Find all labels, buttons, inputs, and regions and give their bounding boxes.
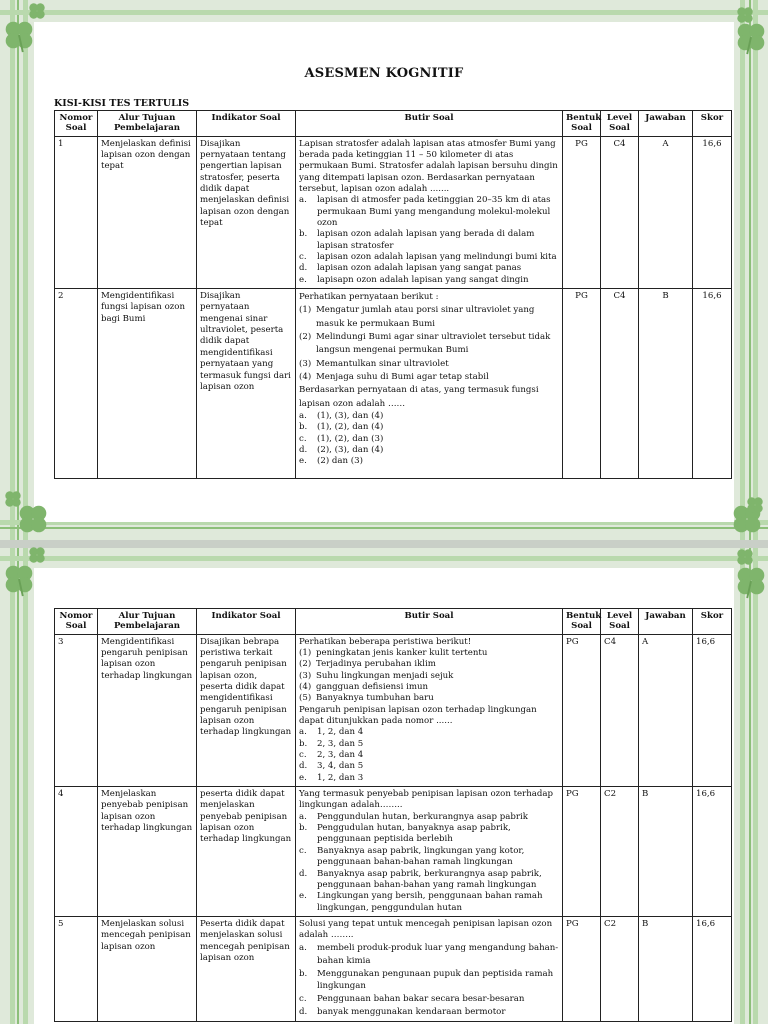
statement-text: peningkatan jenis kanker kulit tertentu [316,647,488,658]
statement-item [299,358,559,371]
option-letter: c. [299,994,307,1005]
cell-jawaban: B [639,289,693,479]
cell-butir [296,289,563,479]
header-butir: Butir Soal [296,111,563,137]
question-stem: Berdasarkan pernyataan di atas, yang termasuk fungsi lapisan ozon adalah …… [299,385,539,409]
header-jawaban: Jawaban [639,111,693,137]
option-text: (2), (3), dan (4) [317,444,384,455]
cell-nomor: 4 [55,787,98,917]
option-letter: e. [299,274,307,285]
question-intro: Perhatikan beberapa peristiwa berikut! [299,636,472,647]
option-item [299,727,559,738]
statement-number: (2) [299,659,312,670]
clover-icon [732,18,768,56]
table-row [55,634,732,786]
option-text: (1), (3), dan (4) [317,410,384,421]
option-list [299,727,559,784]
cell-nomor: 3 [55,634,98,786]
option-text: (2) dan (3) [317,456,363,467]
clover-icon [744,494,766,516]
question-intro: Perhatikan pernyataan berikut : [299,292,439,303]
cell-indikator: Disajikan pernyataan tentang pengertian lapisan stratosfer, peserta didik dapat menjelaskan definisi lapisan ozon dengan tepat [197,136,296,288]
option-item [299,263,559,274]
option-list [299,195,559,286]
option-letter: c. [299,433,307,444]
cell-nomor: 2 [55,289,98,479]
statement-item [299,659,559,670]
cell-indikator: Disajikan bebrapa peristiwa terkait pengaruh penipisan lapisan ozon, peserta didik dapat mengidentifikasi pengaruh penipisan lapisan ozon terhadap lingkungan [197,634,296,786]
clover-icon [0,16,38,54]
clover-icon [14,500,52,538]
option-text: Menggunakan pengunaan pupuk dan peptisida ramah lingkungan [317,968,554,992]
statement-item [299,671,559,682]
cell-level: C2 [601,917,639,1022]
header-indikator: Indikator Soal [197,609,296,635]
cell-indikator: Peserta didik dapat menjelaskan solusi mencegah penipisan lapisan ozon [197,917,296,1022]
statement-number: (1) [299,305,312,316]
statement-number: (3) [299,358,312,369]
header-skor: Skor [693,111,732,137]
cell-nomor: 1 [55,136,98,288]
statement-item [299,693,559,704]
cell-jawaban: B [639,787,693,917]
option-letter: b. [299,422,308,433]
cell-butir [296,634,563,786]
option-letter: d. [299,761,308,772]
option-text: Banyaknya asap pabrik, lingkungan yang kotor, penggunaan bahan-bahan ramah lingkungan [317,845,525,868]
option-letter: c. [299,750,307,761]
statement-text: gangguan defisiensi imun [316,682,429,692]
statement-number: (5) [299,693,312,704]
cell-bentuk: PG [563,136,601,288]
question-stem: Pengaruh penipisan lapisan ozon terhadap lingkungan dapat ditunjukkan pada nomor ...... [299,704,537,727]
header-butir: Butir Soal [296,609,563,635]
cell-bentuk: PG [563,787,601,917]
option-text: 1, 2, dan 4 [317,727,364,738]
table-row [55,787,732,917]
option-item [299,411,559,422]
option-text: lapisan di atmosfer pada ketinggian 20–35 km di atas permukaan Bumi yang mengandung molekul-molekul ozon [317,195,551,229]
question-stem: Solusi yang tepat untuk mencegah penipisan lapisan ozon adalah …….. [299,919,553,941]
cell-alur: Menjelaskan solusi mencegah penipisan lapisan ozon [98,917,197,1022]
option-letter: e. [299,456,307,467]
cell-jawaban: B [639,917,693,1022]
option-item [299,993,559,1006]
option-text: lapisan ozon adalah lapisan yang melindungi bumi kita [317,252,557,263]
option-text: lapisan ozon adalah lapisan yang berada di dalam lapisan stratosfer [317,229,535,251]
option-text: 2, 3, dan 5 [317,738,364,749]
statement-item [299,648,559,659]
cell-skor: 16,6 [693,136,732,288]
cell-nomor: 5 [55,917,98,1022]
option-item [299,229,559,252]
option-item [299,252,559,263]
question-stem: Lapisan stratosfer adalah lapisan atas atmosfer Bumi yang berada pada ketinggian 11 – 50 kilometer di atas permukaan Bumi. Stratosfer adalah lapisan bersuhu dingin yang ditempati lapisan ozon. Berdasarkan pernyataan tersebut, lapisan ozon adalah ....... [299,138,558,194]
statement-item [299,682,559,693]
statement-item [299,331,559,358]
option-text: lapisapn ozon adalah lapisan yang sangat dingin [317,274,529,285]
cell-alur: Menjelaskan penyebab penipisan lapisan ozon terhadap lingkungan [98,787,197,917]
statement-list [299,304,559,384]
option-item [299,869,559,892]
option-list [299,812,559,914]
cell-indikator: peserta didik dapat menjelaskan penyebab penipisan lapisan ozon terhadap lingkungan [197,787,296,917]
header-alur: Alur Tujuan Pembelajaran [98,609,197,635]
option-text: lapisan ozon adalah lapisan yang sangat panas [317,263,522,274]
statement-text: Mengatur jumlah atau porsi sinar ultraviolet yang masuk ke permukaan Bumi [316,305,535,329]
header-jawaban: Jawaban [639,609,693,635]
statement-text: Menjaga suhu di Bumi agar tetap stabil [316,371,489,382]
option-item [299,761,559,772]
statement-text: Terjadinya perubahan iklim [316,659,436,670]
option-letter: e. [299,891,307,902]
option-letter: a. [299,727,307,738]
option-letter: d. [299,868,308,879]
option-letter: b. [299,229,308,240]
option-item [299,195,559,229]
option-letter: b. [299,823,308,834]
statement-item [299,371,559,384]
option-text: Penggunaan bahan bakar secara besar-besaran [317,994,525,1005]
option-item [299,773,559,784]
table-row [55,917,732,1022]
option-item [299,750,559,761]
header-bentuk: Bentuk Soal [563,111,601,137]
cell-alur: Mengidentifikasi fungsi lapisan ozon bagi Bumi [98,289,197,479]
cell-alur: Mengidentifikasi pengaruh penipisan lapisan ozon terhadap lingkungan [98,634,197,786]
cell-level: C4 [601,634,639,786]
page-title: ASESMEN KOGNITIF [304,66,464,81]
option-text: 2, 3, dan 4 [317,750,364,761]
option-item [299,422,559,433]
option-item [299,445,559,456]
table-row [55,136,732,288]
statement-number: (3) [299,670,312,681]
clover-icon [0,560,38,598]
kisi-table-2 [54,608,732,1022]
cell-alur: Menjelaskan definisi lapisan ozon dengan tepat [98,136,197,288]
section-subtitle: KISI-KISI TES TERTULIS [54,98,190,109]
option-item [299,942,559,968]
cell-butir [296,136,563,288]
option-text: 3, 4, dan 5 [317,761,364,772]
cell-skor: 16,6 [693,634,732,786]
option-text: membeli produk-produk luar yang mengandung bahan-bahan kimia [317,942,559,966]
option-item [299,891,559,914]
option-letter: c. [299,252,307,263]
cell-bentuk: PG [563,634,601,786]
option-letter: a. [299,942,307,953]
option-letter: b. [299,738,308,749]
header-alur: Alur Tujuan Pembelajaran [98,111,197,137]
header-skor: Skor [693,609,732,635]
option-text: banyak menggunakan kendaraan bermotor [317,1007,506,1018]
statement-number: (4) [299,682,312,692]
statement-number: (2) [299,332,312,343]
clover-icon [732,562,768,600]
option-text: 1, 2, dan 3 [317,772,364,783]
table-header-row [55,609,732,635]
option-item [299,456,559,467]
option-text: (1), (2), dan (4) [317,422,384,433]
cell-butir [296,787,563,917]
header-nomor: Nomor Soal [55,111,98,137]
statement-text: Memantulkan sinar ultraviolet [316,358,449,369]
page-2 [0,548,768,1024]
statement-list [299,648,559,705]
cell-skor: 16,6 [693,917,732,1022]
option-letter: a. [299,410,307,421]
option-item [299,1006,559,1019]
header-level: Level Soal [601,111,639,137]
option-text: (1), (2), dan (3) [317,433,384,444]
option-item [299,812,559,823]
statement-number: (1) [299,647,312,658]
option-text: Penggudulan hutan, banyaknya asap pabrik, penggunaan peptisida berlebih [317,823,511,845]
option-list [299,942,559,1019]
statement-text: Melindungi Bumi agar sinar ultraviolet tersebut tidak langsun mengenai permukan Bumi [316,332,551,356]
option-item [299,275,559,286]
option-list [299,411,559,468]
cell-level: C2 [601,787,639,917]
statement-number: (4) [299,371,312,382]
option-item [299,434,559,445]
header-nomor: Nomor Soal [55,609,98,635]
option-item [299,739,559,750]
option-item [299,968,559,994]
question-stem: Yang termasuk penyebab penipisan lapisan ozon terhadap lingkungan adalah…….. [299,789,554,811]
cell-skor: 16,6 [693,289,732,479]
table-row [55,289,732,479]
option-letter: d. [299,1007,308,1018]
statement-text: Suhu lingkungan menjadi sejuk [316,670,454,681]
cell-butir [296,917,563,1022]
option-item [299,846,559,869]
header-level: Level Soal [601,609,639,635]
cell-jawaban: A [639,634,693,786]
option-text: Penggundulan hutan, berkurangnya asap pabrik [317,811,528,822]
statement-text: Banyaknya tumbuhan baru [316,693,434,704]
kisi-table-1 [54,110,732,479]
option-text: Banyaknya asap pabrik, berkurangnya asap pabrik, penggunaan bahan-bahan yang ramah lingkungan [317,868,542,890]
statement-item [299,304,559,331]
option-letter: e. [299,772,307,783]
cell-indikator: Disajikan pernyataan mengenai sinar ultraviolet, peserta didik dapat mengidentifikasi pernyataan yang termasuk fungsi dari lapisan ozon [197,289,296,479]
table-header-row [55,111,732,137]
cell-jawaban: A [639,136,693,288]
cell-level: C4 [601,289,639,479]
option-item [299,823,559,846]
option-letter: b. [299,968,308,979]
cell-skor: 16,6 [693,787,732,917]
option-letter: a. [299,811,307,822]
option-text: Lingkungan yang bersih, penggunaan bahan ramah lingkungan, penggundulan hutan [317,891,543,913]
header-bentuk: Bentuk Soal [563,609,601,635]
header-indikator: Indikator Soal [197,111,296,137]
option-letter: a. [299,195,307,206]
option-letter: d. [299,444,308,455]
cell-bentuk: PG [563,917,601,1022]
cell-level: C4 [601,136,639,288]
option-letter: d. [299,263,308,274]
option-letter: c. [299,845,307,856]
cell-bentuk: PG [563,289,601,479]
